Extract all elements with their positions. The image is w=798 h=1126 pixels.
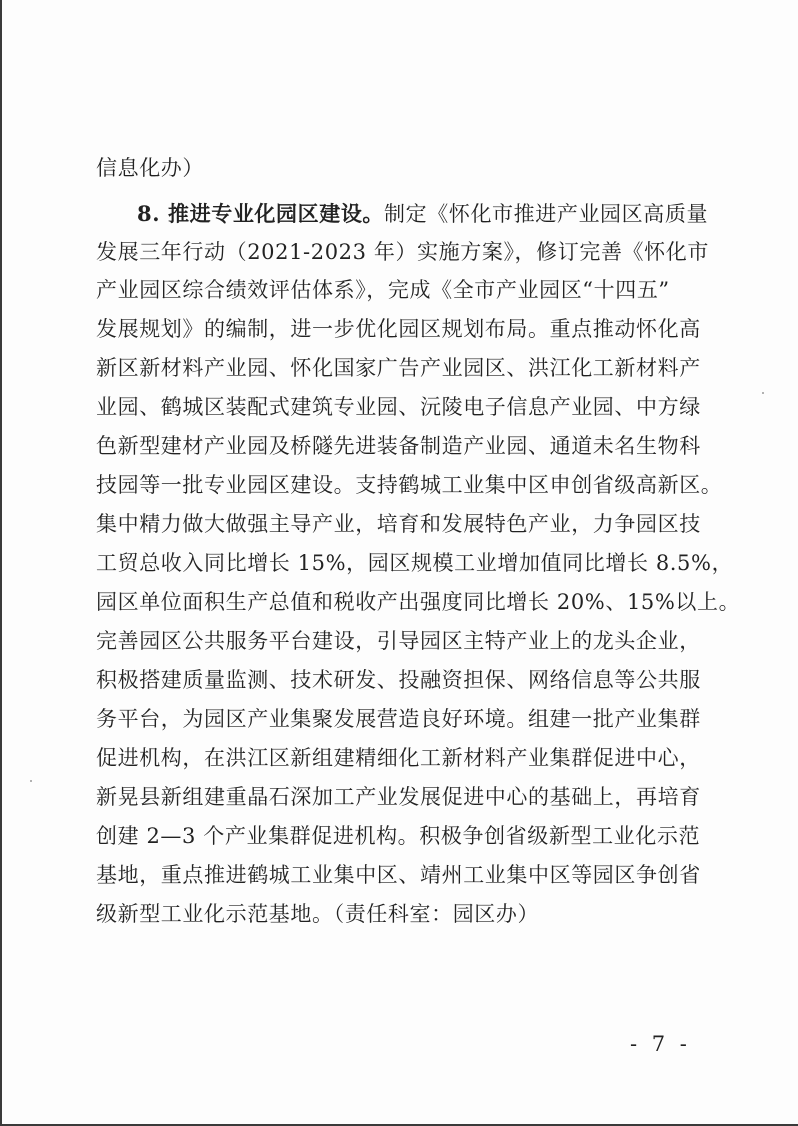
- scan-speck: [30, 780, 32, 782]
- text-line: 技园等一批专业园区建设。支持鹤城工业集中区申创省级高新区。: [96, 473, 723, 497]
- text-line: 积极搭建质量监测、技术研发、投融资担保、网络信息等公共服: [96, 668, 701, 692]
- section-heading: 8. 推进专业化园区建设。: [137, 201, 385, 226]
- text-line: 发展三年行动（2021-2023 年）实施方案》，修订完善《怀化市: [96, 240, 709, 264]
- scan-edge-left: [0, 0, 2, 1126]
- text-line: 基地，重点推进鹤城工业集中区、靖州工业集中区等园区争创省: [96, 863, 701, 887]
- text-line: 色新型建材产业园及桥隧先进装备制造产业园、通道未名生物科: [96, 434, 701, 458]
- text-line: 发展规划》的编制，进一步优化园区规划布局。重点推动怀化高: [96, 317, 701, 341]
- text-line: 工贸总收入同比增长 15%，园区规模工业增加值同比增长 8.5%，: [96, 551, 734, 575]
- text-line: 新晃县新组建重晶石深加工产业发展促进中心的基础上，再培育: [96, 785, 701, 809]
- text-line: 新区新材料产业园、怀化国家广告产业园区、洪江化工新材料产: [96, 356, 701, 380]
- text-line: 创建 2—3 个产业集群促进机构。积极争创省级新型工业化示范: [96, 824, 701, 848]
- heading-continuation: 制定《怀化市推进产业园区高质量: [384, 202, 709, 226]
- text-line: 促进机构，在洪江区新组建精细化工新材料产业集群促进中心，: [96, 746, 701, 770]
- text-line: 产业园区综合绩效评估体系》，完成《全市产业园区“十四五”: [96, 278, 670, 302]
- text-line: 级新型工业化示范基地。（责任科室：园区办）: [96, 902, 540, 926]
- text-line: 集中精力做大做强主导产业，培育和发展特色产业，力争园区技: [96, 512, 701, 536]
- text-line: 信息化办）: [96, 156, 204, 180]
- paragraph-first-line: [137, 200, 708, 228]
- scan-speck: [762, 392, 764, 394]
- text-line: 园区单位面积生产总值和税收产出强度同比增长 20%、15%以上。: [96, 590, 741, 614]
- text-line: 完善园区公共服务平台建设，引导园区主特产业上的龙头企业，: [96, 629, 701, 653]
- text-line: 务平台，为园区产业集聚发展营造良好环境。组建一批产业集群: [96, 707, 701, 731]
- page-number: - 7 -: [630, 1032, 691, 1056]
- text-line: 业园、鹤城区装配式建筑专业园、沅陵电子信息产业园、中方绿: [96, 395, 701, 419]
